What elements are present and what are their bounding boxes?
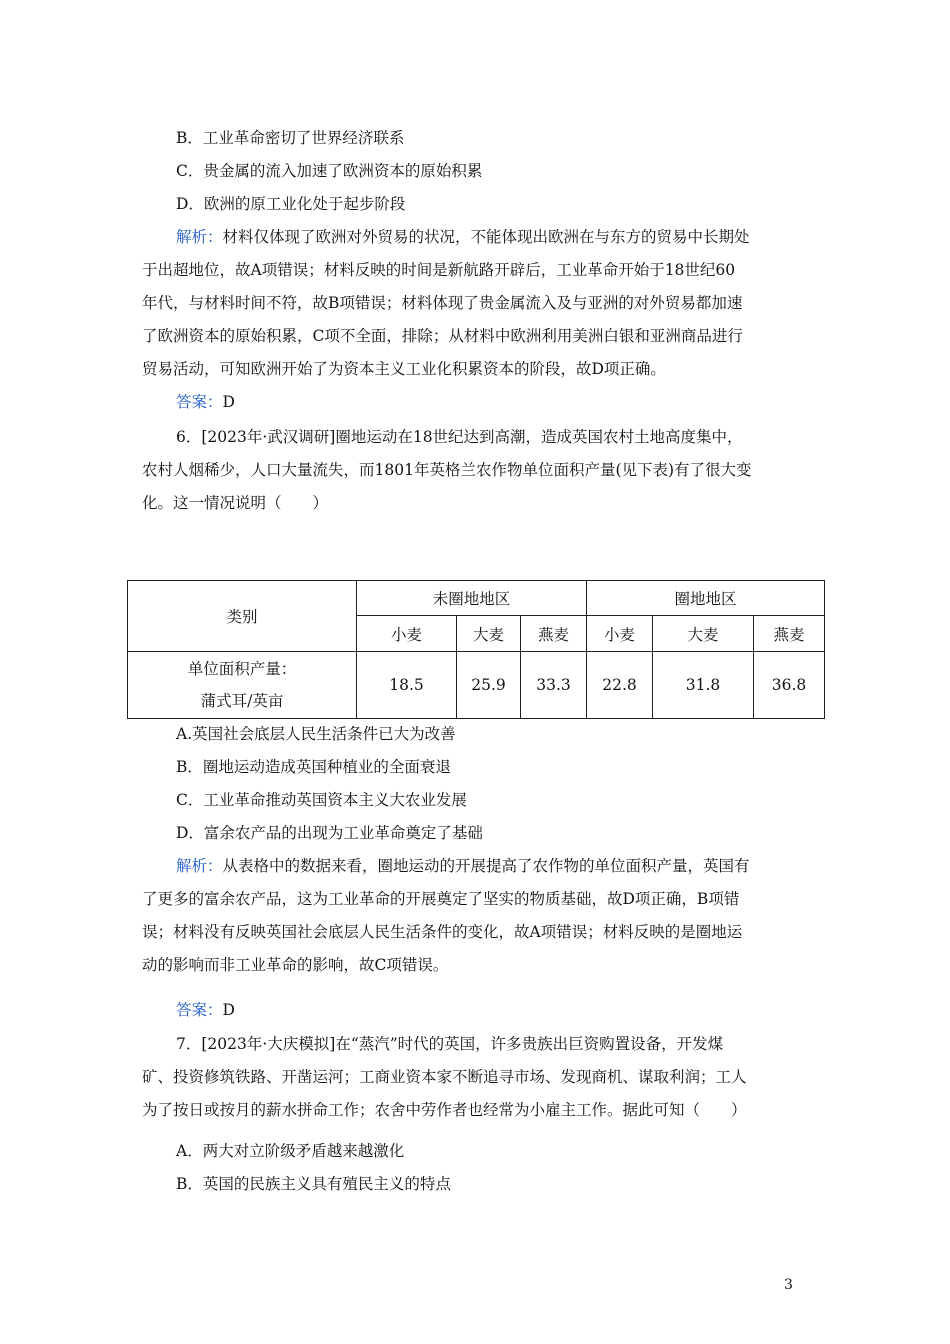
table-cell: 18.5 [357,652,457,719]
analysis-line: 了更多的富余农产品，这为工业革命的开展奠定了坚实的物质基础，故D项正确，B项错 [142,890,740,908]
question-stem-line: 为了按日或按月的薪水拼命工作；农舍中劳作者也经常为小雇主工作。据此可知（ ） [142,1101,747,1119]
crop-header: 燕麦 [521,616,587,652]
option-line: B．工业革命密切了世界经济联系 [176,129,405,147]
analysis-label: 解析： [176,228,223,246]
group-header-unenclosed: 未圈地地区 [357,581,587,616]
option-line: A.英国社会底层人民生活条件已大为改善 [176,725,456,743]
answer-line [176,1000,235,1020]
answer-label: 答案： [176,1001,223,1019]
option-line: D．富余农产品的出现为工业革命奠定了基础 [176,824,483,842]
analysis-line: 误；材料没有反映英国社会底层人民生活条件的变化，故A项错误；材料反映的是圈地运 [142,923,743,941]
yield-table [127,580,825,719]
analysis-line: 动的影响而非工业革命的影响，故C项错误。 [142,956,449,974]
answer-value: D [222,1001,235,1019]
crop-header: 小麦 [357,616,457,652]
analysis-line: 解析：材料仅体现了欧洲对外贸易的状况，不能体现出欧洲在与东方的贸易中长期处 [176,228,750,246]
answer-label: 答案： [176,393,223,411]
answer-line [176,392,235,412]
analysis-line: 解析：从表格中的数据来看，圈地运动的开展提高了农作物的单位面积产量，英国有 [176,857,750,875]
page-number: 3 [784,1277,793,1293]
table-cell: 31.8 [653,652,754,719]
category-header: 类别 [128,581,357,652]
option-line: B．英国的民族主义具有殖民主义的特点 [176,1175,451,1193]
analysis-line: 贸易活动，可知欧洲开始了为资本主义工业化积累资本的阶段，故D项正确。 [142,360,666,378]
table-cell: 33.3 [521,652,587,719]
question-stem-line: 农村人烟稀少，人口大量流失，而1801年英格兰农作物单位面积产量(见下表)有了很大变 [142,461,752,479]
crop-header: 大麦 [653,616,754,652]
table-cell: 22.8 [587,652,653,719]
table-cell: 25.9 [457,652,521,719]
crop-header: 燕麦 [754,616,825,652]
crop-header: 大麦 [457,616,521,652]
answer-value: D [222,393,235,411]
analysis-line: 年代，与材料时间不符，故B项错误；材料体现了贵金属流入及与亚洲的对外贸易都加速 [142,294,743,312]
question-stem-line: 6．[2023年·武汉调研]圈地运动在18世纪达到高潮，造成英国农村土地高度集中， [176,428,743,446]
analysis-line: 了欧洲资本的原始积累，C项不全面，排除；从材料中欧洲利用美洲白银和亚洲商品进行 [142,327,743,345]
crop-header: 小麦 [587,616,653,652]
option-line: C．工业革命推动英国资本主义大农业发展 [176,791,467,809]
option-line: D．欧洲的原工业化处于起步阶段 [176,195,406,213]
question-stem-line: 7．[2023年·大庆模拟]在“蒸汽”时代的英国，许多贵族出巨资购置设备，开发煤 [176,1035,724,1053]
option-line: B．圈地运动造成英国种植业的全面衰退 [176,758,451,776]
question-stem-line: 矿、投资修筑铁路、开凿运河；工商业资本家不断追寻市场、发现商机、谋取利润；工人 [142,1068,747,1086]
analysis-line: 于出超地位，故A项错误；材料反映的时间是新航路开辟后，工业革命开始于18世纪60 [142,261,736,279]
analysis-label: 解析： [176,857,223,875]
group-header-enclosed: 圈地地区 [587,581,825,616]
option-line: A．两大对立阶级矛盾越来越激化 [176,1142,405,1160]
option-line: C．贵金属的流入加速了欧洲资本的原始积累 [176,162,483,180]
question-stem-line: 化。这一情况说明（ ） [142,494,329,512]
row-label: 单位面积产量： 蒲式耳/英亩 [128,652,357,719]
table-cell: 36.8 [754,652,825,719]
